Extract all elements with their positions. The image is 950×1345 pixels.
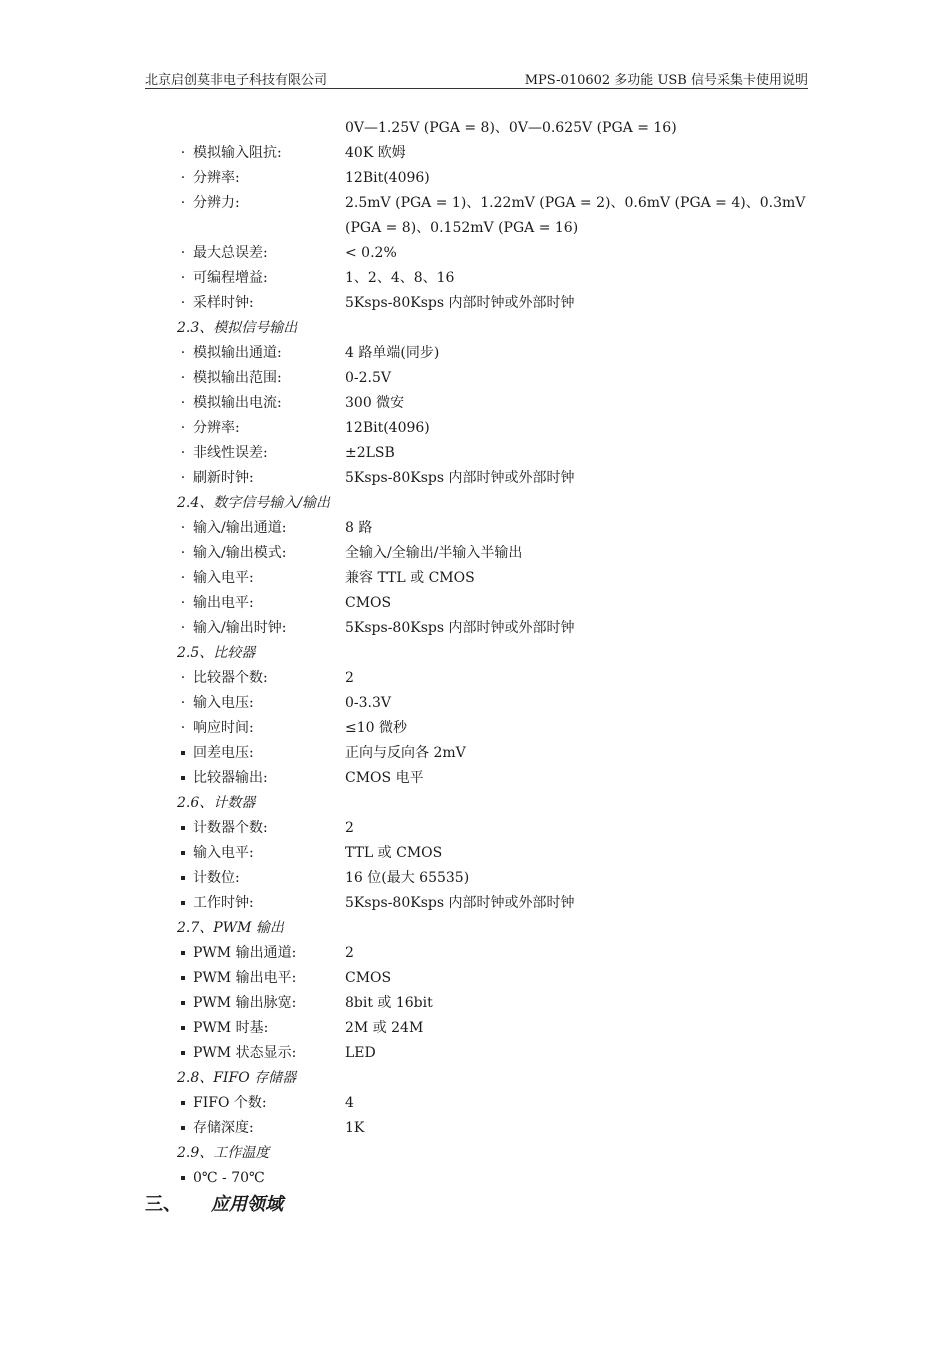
spec-item (0, 716, 950, 741)
continuation-line (0, 116, 950, 141)
dot-bullet-icon (177, 266, 189, 291)
section-heading (0, 916, 950, 941)
spec-label: 输入/输出模式: (193, 545, 287, 561)
dot-bullet-icon (177, 341, 189, 366)
dot-bullet-icon (177, 691, 189, 716)
spec-item (0, 891, 950, 916)
spec-item (0, 166, 950, 191)
spec-value: 2.5mV (PGA = 1)、1.22mV (PGA = 2)、0.6mV (PGA = 4)、0.3mV (345, 195, 806, 211)
spec-list (0, 116, 950, 1219)
spec-label: 响应时间: (193, 720, 254, 736)
square-bullet-icon (177, 766, 189, 791)
spec-item (0, 416, 950, 441)
spec-label: 比较器个数: (193, 670, 268, 686)
spec-label: 刷新时钟: (193, 470, 254, 486)
dot-bullet-icon (177, 616, 189, 641)
dot-bullet-icon (177, 716, 189, 741)
section-title: 2.3、模拟信号输出 (177, 320, 298, 336)
dot-bullet-icon (177, 466, 189, 491)
spec-item (0, 741, 950, 766)
dot-bullet-icon (177, 516, 189, 541)
dot-bullet-icon (177, 666, 189, 691)
spec-value: 4 路单端(同步) (345, 345, 440, 361)
spec-value: 300 微安 (345, 395, 405, 411)
spec-value: 兼容 TTL 或 CMOS (345, 570, 475, 586)
spec-item (0, 466, 950, 491)
chapter-number: 三、 (145, 1194, 181, 1215)
spec-item (0, 266, 950, 291)
spec-value: CMOS 电平 (345, 770, 424, 786)
spec-label: 模拟输入阻抗: (193, 145, 282, 161)
spec-value: 全输入/全输出/半输入半输出 (345, 545, 523, 561)
spec-label: 模拟输出通道: (193, 345, 282, 361)
dot-bullet-icon (177, 566, 189, 591)
section-heading (0, 1141, 950, 1166)
spec-value: 0-2.5V (345, 370, 392, 386)
spec-label: 输入/输出时钟: (193, 620, 287, 636)
spec-label: 工作时钟: (193, 895, 254, 911)
spec-label: 0℃ - 70℃ (193, 1170, 265, 1186)
continuation-line (0, 216, 950, 241)
spec-item (0, 1016, 950, 1041)
spec-label: 输出电平: (193, 595, 254, 611)
spec-label: 可编程增益: (193, 270, 268, 286)
dot-bullet-icon (177, 541, 189, 566)
square-bullet-icon (177, 991, 189, 1016)
spec-item (0, 191, 950, 216)
spec-item (0, 516, 950, 541)
page-header (145, 66, 808, 89)
spec-label: 最大总误差: (193, 245, 268, 261)
spec-value: 16 位(最大 65535) (345, 870, 470, 886)
dot-bullet-icon (177, 441, 189, 466)
spec-item (0, 766, 950, 791)
spec-label: 输入电压: (193, 695, 254, 711)
dot-bullet-icon (177, 591, 189, 616)
spec-label: 模拟输出范围: (193, 370, 282, 386)
chapter-title: 应用领域 (211, 1194, 283, 1215)
spec-label: FIFO 个数: (193, 1095, 267, 1111)
continuation-text: 0V—1.25V (PGA = 8)、0V—0.625V (PGA = 16) (345, 120, 677, 136)
spec-value: LED (345, 1045, 376, 1061)
header-doc-title: MPS-010602 多功能 USB 信号采集卡使用说明 (524, 73, 808, 88)
spec-item (0, 541, 950, 566)
spec-item (0, 141, 950, 166)
section-title: 2.5、比较器 (177, 645, 256, 661)
spec-label: 输入电平: (193, 845, 254, 861)
spec-label: 存储深度: (193, 1120, 254, 1136)
dot-bullet-icon (177, 166, 189, 191)
spec-label: 非线性误差: (193, 445, 268, 461)
spec-item (0, 341, 950, 366)
spec-item (0, 566, 950, 591)
spec-item (0, 866, 950, 891)
dot-bullet-icon (177, 241, 189, 266)
section-title: 2.4、数字信号输入/输出 (177, 495, 330, 511)
spec-value: 0-3.3V (345, 695, 392, 711)
dot-bullet-icon (177, 366, 189, 391)
spec-label: PWM 输出电平: (193, 970, 297, 986)
spec-item (0, 1166, 950, 1191)
spec-value: CMOS (345, 595, 392, 611)
square-bullet-icon (177, 891, 189, 916)
spec-value: 40K 欧姆 (345, 145, 406, 161)
spec-label: 计数位: (193, 870, 240, 886)
spec-value: TTL 或 CMOS (345, 845, 443, 861)
square-bullet-icon (177, 966, 189, 991)
spec-item (0, 391, 950, 416)
spec-value: 5Ksps-80Ksps 内部时钟或外部时钟 (345, 470, 575, 486)
dot-bullet-icon (177, 416, 189, 441)
section-title: 2.9、工作温度 (177, 1145, 270, 1161)
spec-value: ≤10 微秒 (345, 720, 407, 736)
spec-item (0, 1041, 950, 1066)
spec-label: 输入电平: (193, 570, 254, 586)
spec-value: < 0.2% (345, 245, 397, 261)
spec-label: 模拟输出电流: (193, 395, 282, 411)
square-bullet-icon (177, 866, 189, 891)
square-bullet-icon (177, 1016, 189, 1041)
spec-label: 计数器个数: (193, 820, 268, 836)
section-title: 2.8、FIFO 存储器 (177, 1070, 297, 1086)
dot-bullet-icon (177, 391, 189, 416)
continuation-text: (PGA = 8)、0.152mV (PGA = 16) (345, 220, 579, 236)
spec-label: 输入/输出通道: (193, 520, 287, 536)
dot-bullet-icon (177, 291, 189, 316)
spec-value: 12Bit(4096) (345, 170, 430, 186)
spec-label: 分辨率: (193, 420, 240, 436)
spec-item (0, 1116, 950, 1141)
spec-value: 1、2、4、8、16 (345, 270, 455, 286)
spec-item (0, 691, 950, 716)
square-bullet-icon (177, 741, 189, 766)
spec-item (0, 941, 950, 966)
dot-bullet-icon (177, 191, 189, 216)
section-heading (0, 491, 950, 516)
section-heading (0, 1066, 950, 1091)
spec-item (0, 816, 950, 841)
square-bullet-icon (177, 841, 189, 866)
spec-label: 分辨率: (193, 170, 240, 186)
spec-value: 4 (345, 1095, 354, 1111)
square-bullet-icon (177, 1116, 189, 1141)
spec-label: PWM 输出脉宽: (193, 995, 297, 1011)
spec-value: ±2LSB (345, 445, 395, 461)
spec-label: 回差电压: (193, 745, 254, 761)
chapter-heading (0, 1191, 950, 1219)
section-title: 2.6、计数器 (177, 795, 256, 811)
spec-value: 2 (345, 670, 354, 686)
spec-value: 2M 或 24M (345, 1020, 424, 1036)
spec-value: 12Bit(4096) (345, 420, 430, 436)
spec-item (0, 291, 950, 316)
spec-value: 2 (345, 820, 354, 836)
spec-item (0, 1091, 950, 1116)
spec-item (0, 966, 950, 991)
spec-label: PWM 时基: (193, 1020, 269, 1036)
spec-value: 5Ksps-80Ksps 内部时钟或外部时钟 (345, 295, 575, 311)
spec-label: 比较器输出: (193, 770, 268, 786)
section-heading (0, 791, 950, 816)
spec-value: 2 (345, 945, 354, 961)
spec-item (0, 591, 950, 616)
square-bullet-icon (177, 1041, 189, 1066)
spec-item (0, 441, 950, 466)
section-title: 2.7、PWM 输出 (177, 920, 284, 936)
spec-item (0, 616, 950, 641)
spec-label: 采样时钟: (193, 295, 254, 311)
spec-item (0, 666, 950, 691)
header-company: 北京启创莫非电子科技有限公司 (145, 73, 328, 88)
section-heading (0, 641, 950, 666)
spec-label: PWM 状态显示: (193, 1045, 297, 1061)
spec-label: 分辨力: (193, 195, 240, 211)
spec-value: 5Ksps-80Ksps 内部时钟或外部时钟 (345, 895, 575, 911)
spec-item (0, 991, 950, 1016)
spec-item (0, 841, 950, 866)
spec-value: 1K (345, 1120, 365, 1136)
spec-label: PWM 输出通道: (193, 945, 297, 961)
spec-value: 正向与反向各 2mV (345, 745, 466, 761)
spec-value: 8 路 (345, 520, 373, 536)
square-bullet-icon (177, 1091, 189, 1116)
section-heading (0, 316, 950, 341)
dot-bullet-icon (177, 141, 189, 166)
square-bullet-icon (177, 816, 189, 841)
spec-value: 5Ksps-80Ksps 内部时钟或外部时钟 (345, 620, 575, 636)
square-bullet-icon (177, 1166, 189, 1191)
spec-item (0, 241, 950, 266)
square-bullet-icon (177, 941, 189, 966)
spec-value: CMOS (345, 970, 392, 986)
spec-item (0, 366, 950, 391)
spec-value: 8bit 或 16bit (345, 995, 433, 1011)
